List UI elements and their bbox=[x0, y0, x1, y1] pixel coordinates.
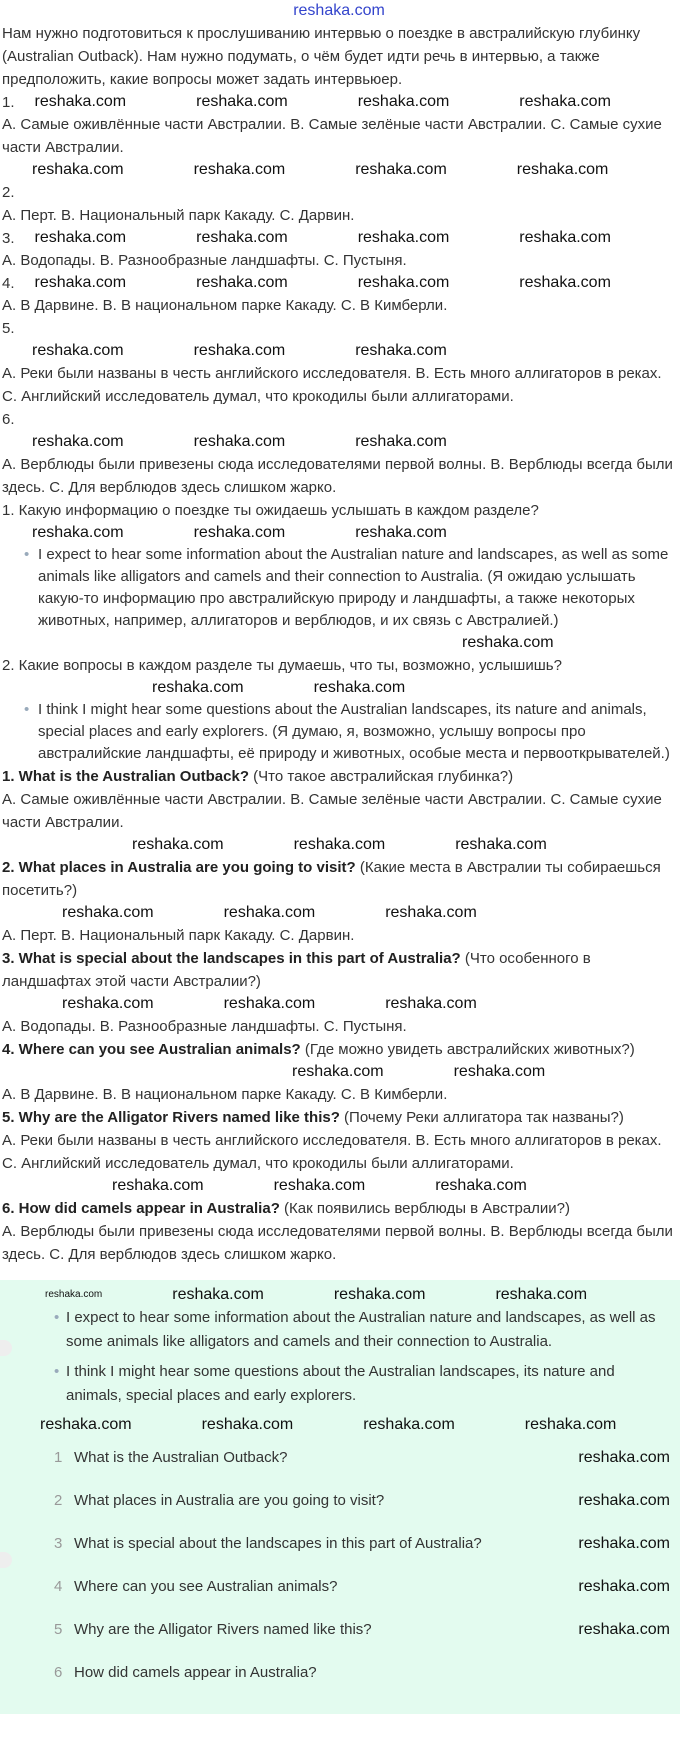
answer-5: A. Реки были названы в честь английского исследователя. B. Есть много аллигаторов в реках. C. Английский исследователь думал, что крокодилы были аллигаторами. bbox=[2, 1132, 662, 1172]
watermark: reshaka.com bbox=[357, 229, 450, 246]
panel-question: 6 How did camels appear in Australia? bbox=[54, 1664, 317, 1681]
watermark-row bbox=[2, 632, 676, 654]
watermark: reshaka.com bbox=[385, 995, 477, 1012]
watermark: reshaka.com bbox=[357, 93, 450, 110]
watermark-row bbox=[2, 1175, 676, 1197]
watermark: reshaka.com bbox=[172, 1286, 264, 1303]
item-options: A. Верблюды были привезены сюда исследователями первой волны. B. Верблюды всегда были здесь. C. Для верблюдов здесь слишком жарко. bbox=[2, 456, 673, 496]
watermark: reshaka.com bbox=[385, 904, 477, 921]
watermark: reshaka.com bbox=[578, 1448, 670, 1466]
item-options: A. Водопады. B. Разнообразные ландшафты. C. Пустыня. bbox=[2, 252, 407, 269]
watermark: reshaka.com bbox=[578, 1620, 670, 1638]
task2-answer: • I think I might hear some questions about the Australian landscapes, its nature and animals, special places and early explorers. (Я думаю, я, возможно, услышу вопросы про австралийские ландшафты, её природу и животных, особые места и первооткрывателей.) bbox=[24, 699, 676, 765]
watermark-row bbox=[2, 159, 676, 181]
watermark-row bbox=[2, 834, 676, 856]
watermark: reshaka.com bbox=[355, 433, 447, 450]
watermark: reshaka.com bbox=[193, 161, 286, 178]
watermark: reshaka.com bbox=[196, 229, 288, 246]
watermark: reshaka.com bbox=[45, 1289, 103, 1300]
task1-question: 1. Какую информацию о поездке ты ожидаешь услышать в каждом разделе? bbox=[2, 502, 539, 519]
item-1-row bbox=[2, 91, 676, 113]
watermark: reshaka.com bbox=[357, 274, 450, 291]
watermark: reshaka.com bbox=[32, 433, 124, 450]
watermark: reshaka.com bbox=[112, 1177, 204, 1194]
answer-4: A. В Дарвине. B. В национальном парке Какаду. C. В Кимберли. bbox=[2, 1086, 448, 1103]
question-5: 5. Why are the Alligator Rivers named like this? (Почему Реки аллигатора так названы?) bbox=[2, 1109, 624, 1126]
watermark: reshaka.com bbox=[333, 1286, 426, 1303]
answer-1: A. Самые оживлённые части Австралии. B. Самые зелёные части Австралии. C. Самые сухие части Австралии. bbox=[2, 791, 662, 831]
watermark-row bbox=[2, 902, 676, 924]
play-icon[interactable] bbox=[0, 1552, 12, 1568]
panel-bullet: • I think I might hear some questions about the Australian landscapes, its nature and animals, special places and early explorers. bbox=[62, 1360, 674, 1408]
watermark: reshaka.com bbox=[578, 1534, 670, 1552]
item-number: 5. bbox=[2, 320, 15, 337]
watermark: reshaka.com bbox=[193, 524, 286, 541]
watermark-row bbox=[2, 993, 676, 1015]
watermark: reshaka.com bbox=[32, 161, 124, 178]
watermark-row bbox=[2, 431, 676, 453]
watermark: reshaka.com bbox=[313, 679, 406, 696]
panel-question: 1 What is the Australian Outback? reshaka.com bbox=[54, 1436, 670, 1479]
watermark: reshaka.com bbox=[293, 836, 386, 853]
watermark: reshaka.com bbox=[495, 1286, 588, 1303]
watermark: reshaka.com bbox=[355, 161, 447, 178]
watermark: reshaka.com bbox=[152, 679, 244, 696]
play-icon[interactable] bbox=[0, 1340, 12, 1356]
watermark-row bbox=[2, 1061, 676, 1083]
watermark: reshaka.com bbox=[516, 161, 609, 178]
watermark: reshaka.com bbox=[193, 433, 286, 450]
textbook-panel bbox=[0, 1280, 680, 1714]
watermark: reshaka.com bbox=[32, 342, 124, 359]
question-3: 3. What is special about the landscapes in this part of Australia? (Что особенного в ландшафтах этой части Австралии?) bbox=[2, 950, 591, 990]
item-number: 4. bbox=[2, 274, 15, 292]
watermark: reshaka.com bbox=[519, 93, 611, 110]
answer-6: A. Верблюды были привезены сюда исследователями первой волны. B. Верблюды всегда были здесь. C. Для верблюдов здесь слишком жарко. bbox=[2, 1223, 673, 1263]
watermark: reshaka.com bbox=[40, 1416, 132, 1433]
watermark: reshaka.com bbox=[32, 524, 124, 541]
item-number: 6. bbox=[2, 411, 15, 428]
watermark: reshaka.com bbox=[578, 1577, 670, 1595]
intro-text: Нам нужно подготовиться к прослушиванию интервью о поездке в австралийскую глубинку (Australian Outback). Нам нужно подумать, о чём будет идти речь в интервью, а также предположить, какие вопросы может задать интервьюер. bbox=[2, 25, 641, 88]
watermark: reshaka.com bbox=[223, 904, 316, 921]
watermark: reshaka.com bbox=[578, 1491, 670, 1509]
watermark: reshaka.com bbox=[223, 995, 316, 1012]
watermark: reshaka.com bbox=[462, 634, 554, 651]
item-number: 1. bbox=[2, 93, 15, 111]
watermark: reshaka.com bbox=[193, 342, 286, 359]
watermark: reshaka.com bbox=[355, 524, 447, 541]
watermark: reshaka.com bbox=[519, 274, 611, 291]
watermark: reshaka.com bbox=[273, 1177, 366, 1194]
watermark: reshaka.com bbox=[455, 836, 547, 853]
watermark: reshaka.com bbox=[524, 1416, 617, 1433]
watermark: reshaka.com bbox=[34, 229, 127, 246]
watermark: reshaka.com bbox=[132, 836, 224, 853]
item-number: 2. bbox=[2, 184, 15, 201]
watermark: reshaka.com bbox=[435, 1177, 527, 1194]
item-options: A. Перт. B. Национальный парк Какаду. C. Дарвин. bbox=[2, 207, 355, 224]
panel-question: 2 What places in Australia are you going to visit? reshaka.com bbox=[54, 1479, 670, 1522]
watermark: reshaka.com bbox=[363, 1416, 455, 1433]
item-options: A. В Дарвине. B. В национальном парке Какаду. C. В Кимберли. bbox=[2, 297, 448, 314]
watermark-row bbox=[0, 1414, 680, 1436]
watermark: reshaka.com bbox=[201, 1416, 294, 1433]
item-options: A. Реки были названы в честь английского исследователя. B. Есть много аллигаторов в реках. C. Английский исследователь думал, что крокодилы были аллигаторами. bbox=[2, 365, 662, 405]
watermark: reshaka.com bbox=[292, 1063, 384, 1080]
watermark-row bbox=[0, 1284, 680, 1306]
watermark-row bbox=[2, 522, 676, 544]
panel-bullet: • I expect to hear some information about the Australian nature and landscapes, as well as some animals like alligators and camels and their connection to Australia. bbox=[62, 1306, 674, 1354]
panel-question: 4 Where can you see Australian animals? reshaka.com bbox=[54, 1565, 670, 1608]
watermark: reshaka.com bbox=[62, 904, 154, 921]
panel-question: 3 What is special about the landscapes in this part of Australia? reshaka.com bbox=[54, 1522, 670, 1565]
watermark: reshaka.com bbox=[519, 229, 611, 246]
answer-3: A. Водопады. B. Разнообразные ландшафты. C. Пустыня. bbox=[2, 1018, 407, 1035]
watermark: reshaka.com bbox=[196, 274, 288, 291]
watermark: reshaka.com bbox=[453, 1063, 546, 1080]
question-1: 1. What is the Australian Outback? (Что такое австралийская глубинка?) bbox=[2, 768, 514, 785]
task1-answer: • I expect to hear some information about the Australian nature and landscapes, as well as some animals like alligators and camels and their connection to Australia. (Я ожидаю услышать какую-то информацию про австралийскую природу и ландшафты, а также некоторых животных, например, аллигаторов и верблюдов, и их связь с Австралией.) bbox=[24, 544, 676, 632]
watermark: reshaka.com bbox=[34, 274, 127, 291]
watermark: reshaka.com bbox=[355, 342, 447, 359]
watermark: reshaka.com bbox=[34, 93, 127, 110]
item-4-row bbox=[2, 272, 676, 294]
watermark-row bbox=[2, 340, 676, 362]
item-options: A. Самые оживлённые части Австралии. B. Самые зелёные части Австралии. C. Самые сухие части Австралии. bbox=[2, 116, 662, 156]
task2-question: 2. Какие вопросы в каждом разделе ты думаешь, что ты, возможно, услышишь? bbox=[2, 657, 562, 674]
panel-question: 5 Why are the Alligator Rivers named like this? reshaka.com bbox=[54, 1608, 670, 1651]
watermark: reshaka.com bbox=[196, 93, 288, 110]
watermark-link[interactable]: reshaka.com bbox=[293, 2, 385, 19]
answer-2: A. Перт. B. Национальный парк Какаду. C. Дарвин. bbox=[2, 927, 355, 944]
watermark: reshaka.com bbox=[62, 995, 154, 1012]
question-6: 6. How did camels appear in Australia? (Как появились верблюды в Австралии?) bbox=[2, 1200, 571, 1217]
watermark-row bbox=[2, 677, 676, 699]
item-number: 3. bbox=[2, 229, 15, 247]
question-2: 2. What places in Australia are you going to visit? (Какие места в Австралии ты собираешься посетить?) bbox=[2, 859, 661, 899]
item-3-row bbox=[2, 227, 676, 249]
question-4: 4. Where can you see Australian animals? (Где можно увидеть австралийских животных?) bbox=[2, 1041, 635, 1058]
